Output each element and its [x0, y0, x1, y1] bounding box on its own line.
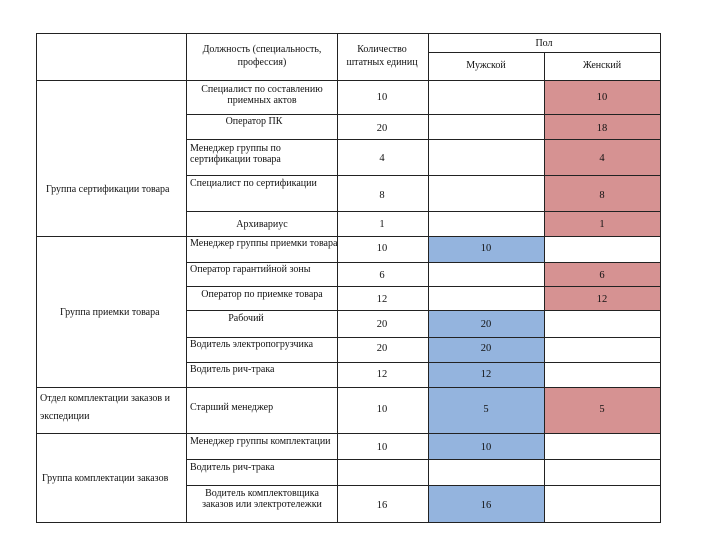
header-staff-count: Количество штатных единиц: [346, 44, 418, 68]
column-divider: [544, 52, 545, 523]
row-male: 20: [480, 319, 492, 330]
row-count: 4: [379, 153, 385, 164]
row-male: 16: [480, 500, 492, 511]
row-female: 5: [599, 404, 605, 415]
row-count: 20: [376, 319, 388, 330]
group-label-department: Отдел комплектации заказов и экспедиции: [40, 393, 170, 422]
row-position: Оператор ПК: [225, 116, 283, 127]
table-border-left: [36, 33, 37, 523]
row-position: Оператор гарантийной зоны: [190, 264, 311, 275]
row-divider: [36, 387, 661, 388]
row-count: 12: [376, 294, 388, 305]
row-count: 8: [379, 190, 385, 201]
row-female: 12: [596, 294, 608, 305]
row-count: 10: [376, 243, 388, 254]
row-position: Менеджер группы приемки товара: [190, 238, 338, 249]
row-female: 6: [599, 270, 605, 281]
row-count: 10: [376, 92, 388, 103]
column-divider: [428, 33, 429, 523]
row-position: Специалист по сертификации: [190, 178, 317, 189]
group-label-certification: Группа сертификации товара: [46, 184, 170, 195]
row-position: Водитель рич-трака: [190, 364, 275, 375]
column-divider: [186, 33, 187, 523]
header-divider: [428, 52, 661, 53]
column-divider: [337, 33, 338, 523]
row-male: 10: [480, 442, 492, 453]
row-divider: [36, 433, 661, 434]
row-count: 12: [376, 369, 388, 380]
row-divider: [187, 485, 661, 486]
row-divider: [187, 459, 661, 460]
header-female: Женский: [582, 60, 622, 71]
group-label-receiving: Группа приемки товара: [60, 307, 160, 318]
row-divider: [187, 211, 661, 212]
row-position: Менеджер группы по сертификации товара: [190, 143, 281, 165]
row-divider: [187, 286, 661, 287]
row-position: Оператор по приемке товара: [201, 289, 323, 300]
table-border-right: [660, 33, 661, 523]
row-divider: [187, 139, 661, 140]
row-position: Водитель комплектовщика заказов или электротележки: [202, 488, 322, 510]
header-male: Мужской: [466, 60, 506, 71]
row-position: Специалист по составлению приемных актов: [201, 84, 323, 106]
row-male: 10: [480, 243, 492, 254]
row-count: 6: [379, 270, 385, 281]
row-position: Водитель рич-трака: [190, 462, 275, 473]
header-gender: Пол: [535, 38, 553, 49]
row-female: 1: [599, 219, 605, 230]
row-count: 20: [376, 343, 388, 354]
row-divider: [187, 337, 661, 338]
row-female: 10: [596, 92, 608, 103]
group-label-picking: Группа комплектации заказов: [42, 473, 169, 484]
row-female: 18: [596, 123, 608, 134]
row-female: 4: [599, 153, 605, 164]
row-count: 20: [376, 123, 388, 134]
row-divider: [36, 236, 661, 237]
row-position: Архивариус: [236, 219, 288, 230]
group-divider: [36, 80, 187, 81]
row-male: 20: [480, 343, 492, 354]
row-count: 10: [376, 404, 388, 415]
row-count: 1: [379, 219, 385, 230]
row-male: 12: [480, 369, 492, 380]
row-divider: [187, 175, 661, 176]
row-position: Старший менеджер: [190, 402, 274, 413]
row-divider: [187, 114, 661, 115]
row-male: 5: [483, 404, 489, 415]
row-divider: [187, 262, 661, 263]
header-position: Должность (специальность, профессия): [202, 44, 322, 68]
row-position: Водитель электропогрузчика: [190, 339, 314, 350]
row-position: Менеджер группы комплектации: [190, 436, 331, 447]
row-position: Рабочий: [228, 313, 264, 324]
row-count: 10: [376, 442, 388, 453]
header-bottom: [187, 80, 661, 81]
table-border-bottom: [36, 522, 661, 523]
row-count: 16: [376, 500, 388, 511]
table-border-top: [36, 33, 661, 34]
row-female: 8: [599, 190, 605, 201]
row-divider: [187, 362, 661, 363]
row-divider: [187, 310, 661, 311]
